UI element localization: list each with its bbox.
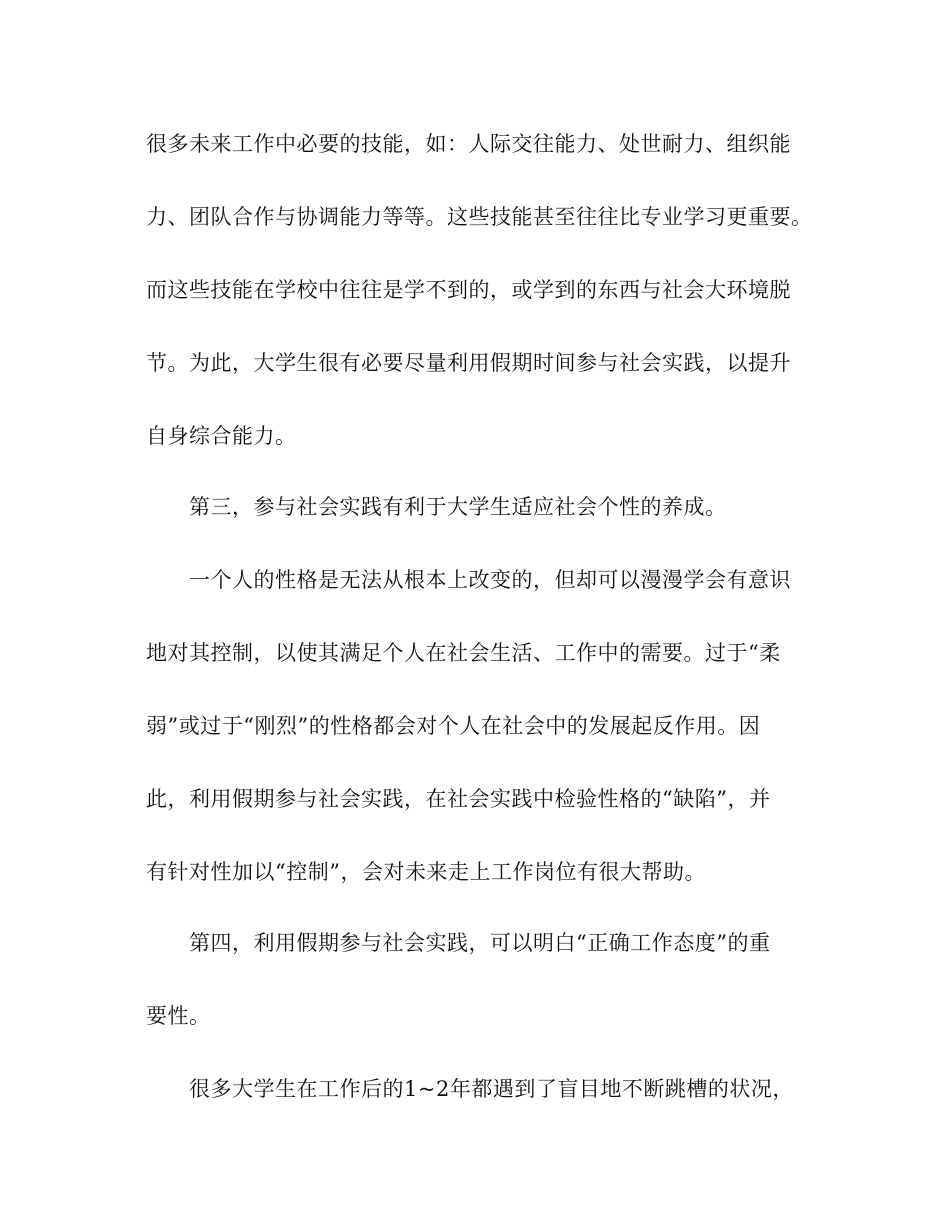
paragraph-line: 地对其控制，以使其满足个人在社会生活、工作中的需要。过于“柔	[146, 641, 781, 665]
paragraph-line: 而这些技能在学校中往往是学不到的，或学到的东西与社会大环境脱	[146, 278, 791, 302]
paragraph-line: 要性。	[146, 1004, 211, 1028]
paragraph-line: 力、团队合作与协调能力等等。这些技能甚至往往比专业学习更重要。	[146, 205, 813, 229]
paragraph-line: 弱”或过于“刚烈”的性格都会对个人在社会中的发展起反作用。因	[146, 714, 761, 738]
section-heading-4: 第四，利用假期参与社会实践，可以明白“正确工作态度”的重	[189, 931, 771, 955]
section-heading-3: 第三，参与社会实践有利于大学生适应社会个性的养成。	[189, 495, 727, 519]
paragraph-line: 有针对性加以“控制”，会对未来走上工作岗位有很大帮助。	[146, 860, 706, 884]
paragraph-line: 自身综合能力。	[146, 424, 297, 448]
paragraph-line: 很多大学生在工作后的1~2年都遇到了盲目地不断跳槽的状况，	[189, 1077, 794, 1101]
paragraph-line: 一个人的性格是无法从根本上改变的，但却可以漫漫学会有意识	[189, 568, 791, 592]
paragraph-line: 很多未来工作中必要的技能，如：人际交往能力、处世耐力、组织能	[146, 132, 791, 156]
paragraph-line: 节。为此，大学生很有必要尽量利用假期时间参与社会实践，以提升	[146, 351, 791, 375]
paragraph-line: 此，利用假期参与社会实践，在社会实践中检验性格的“缺陷”，并	[146, 787, 771, 811]
